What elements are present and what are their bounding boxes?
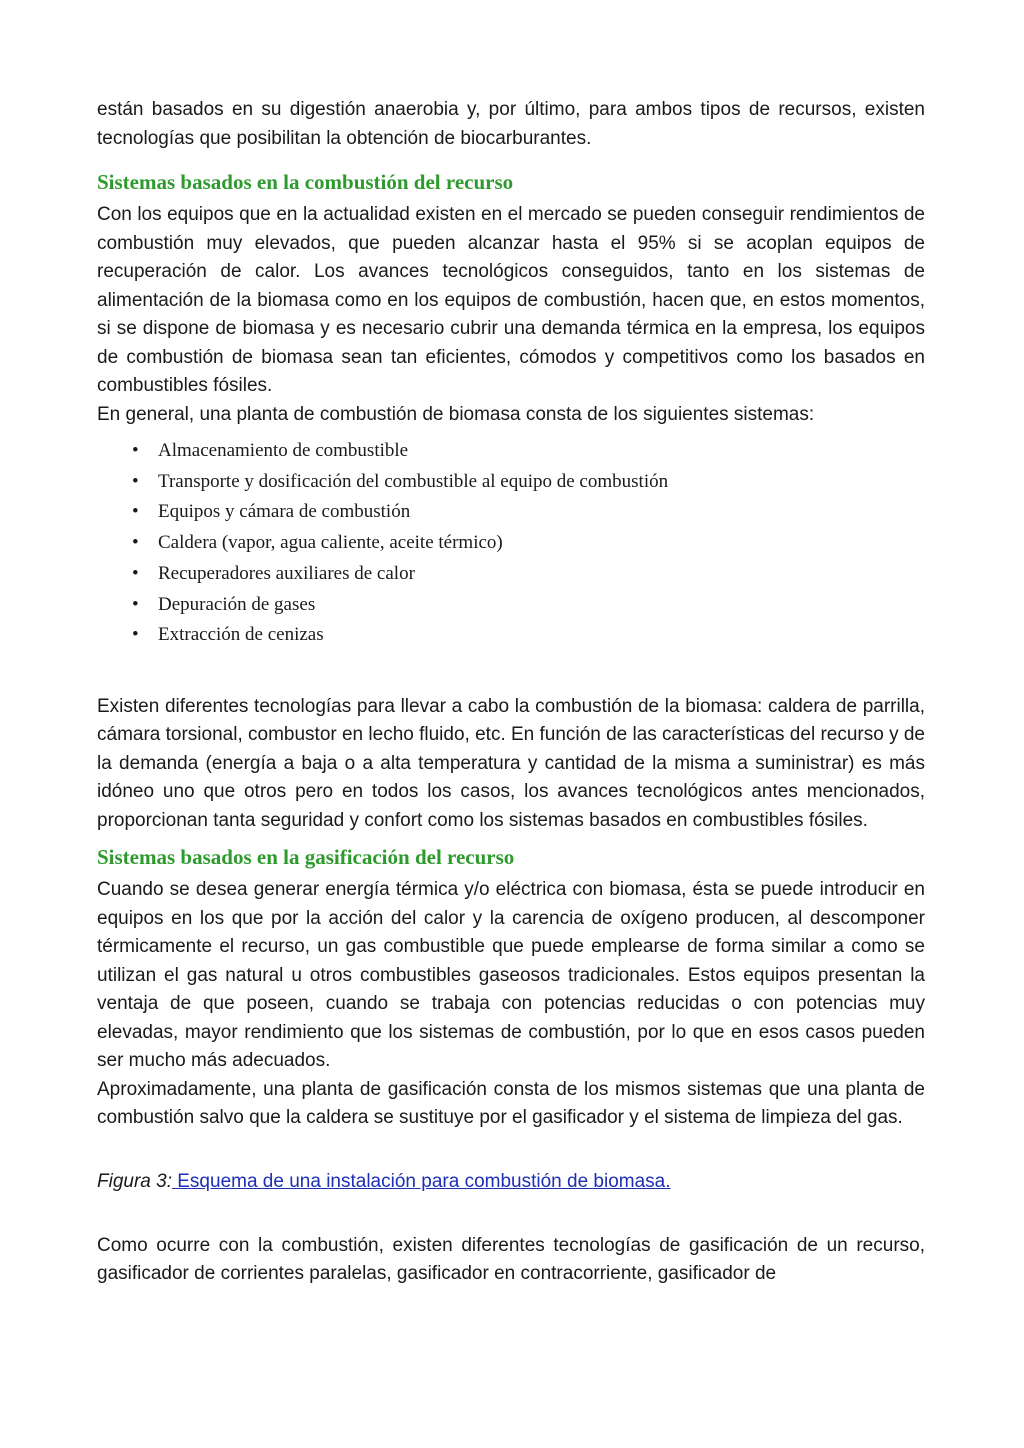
list-item: • Extracción de cenizas	[97, 620, 925, 651]
section-heading-combustion: Sistemas basados en la combustión del recurso	[97, 170, 514, 194]
gasification-paragraph-2: Aproximadamente, una planta de gasificación consta de los mismos sistemas que una planta de combustión salvo que la caldera se sustituye por el gasificador y el sistema de limpieza del gas.	[97, 1078, 925, 1129]
combustion-paragraph-2: En general, una planta de combustión de biomasa consta de los siguientes sistemas:	[97, 403, 815, 425]
list-item: • Equipos y cámara de combustión	[97, 497, 925, 528]
intro-paragraph: están basados en su digestión anaerobia y, por último, para ambos tipos de recursos, existen tecnologías que posibilitan la obtención de biocarburantes.	[97, 99, 925, 149]
bullet-icon: •	[132, 532, 139, 554]
figure-caption	[97, 1168, 925, 1196]
bullet-icon: •	[132, 501, 139, 523]
list-item: • Almacenamiento de combustible	[97, 436, 925, 467]
document-page	[97, 96, 925, 1289]
list-item: • Depuración de gases	[97, 590, 925, 621]
section-heading-gasification: Sistemas basados en la gasificación del recurso	[97, 845, 515, 870]
bullet-icon: •	[132, 624, 139, 646]
list-item: • Caldera (vapor, agua caliente, aceite térmico)	[97, 528, 925, 559]
list-item: • Transporte y dosificación del combustible al equipo de combustión	[97, 467, 925, 498]
combustion-paragraph-3: Existen diferentes tecnologías para llevar a cabo la combustión de la biomasa: caldera de parrilla, cámara torsional, combustor en lecho fluido, etc. En función de las características del recurso y de la demanda (energía a baja o a alta temperatura y cantidad de la misma a suministrar) es más idóneo uno que otros pero en todos los casos, los avances tecnológicos antes mencionados, proporcionan tanta seguridad y confort como los sistemas basados en combustibles fósiles.	[97, 695, 925, 831]
bullet-icon: •	[132, 562, 139, 584]
list-item: • Recuperadores auxiliares de calor	[97, 559, 925, 590]
figure-link[interactable]: Esquema de una instalación para combustión de biomasa.	[171, 1170, 671, 1192]
bullet-icon: •	[132, 593, 139, 615]
figure-label: Figura 3:	[97, 1170, 172, 1192]
combustion-paragraph-1: Con los equipos que en la actualidad existen en el mercado se pueden conseguir rendimientos de combustión muy elevados, que pueden alcanzar hasta el 95% si se acoplan equipos de recuperación de calor. Los avances tecnológicos conseguidos, tanto en los sistemas de alimentación de la biomasa como en los equipos de combustión, hacen que, en estos momentos, si se dispone de biomasa y es necesario cubrir una demanda térmica en la empresa, los equipos de combustión de biomasa sean tan eficientes, cómodos y competitivos como los basados en combustibles fósiles.	[97, 204, 925, 396]
bullet-icon: •	[132, 470, 139, 492]
combustion-systems-list	[97, 436, 925, 651]
bullet-icon: •	[132, 440, 139, 461]
closing-paragraph: Como ocurre con la combustión, existen diferentes tecnologías de gasificación de un recurso, gasificador de corrientes paralelas, gasificador en contracorriente, gasificador de	[97, 1234, 925, 1285]
gasification-paragraph-1: Cuando se desea generar energía térmica y/o eléctrica con biomasa, ésta se puede introducir en equipos en los que por la acción del calor y la carencia de oxígeno producen, al descomponer térmicamente el recurso, un gas combustible que puede emplearse de forma similar a como se utilizan el gas natural u otros combustibles gaseosos tradicionales. Estos equipos presentan la ventaja de que poseen, cuando se trabaja con potencias reducidas o con potencias muy elevadas, mayor rendimiento que los sistemas de combustión, por lo que en esos casos pueden ser mucho más adecuados.	[97, 879, 925, 1072]
